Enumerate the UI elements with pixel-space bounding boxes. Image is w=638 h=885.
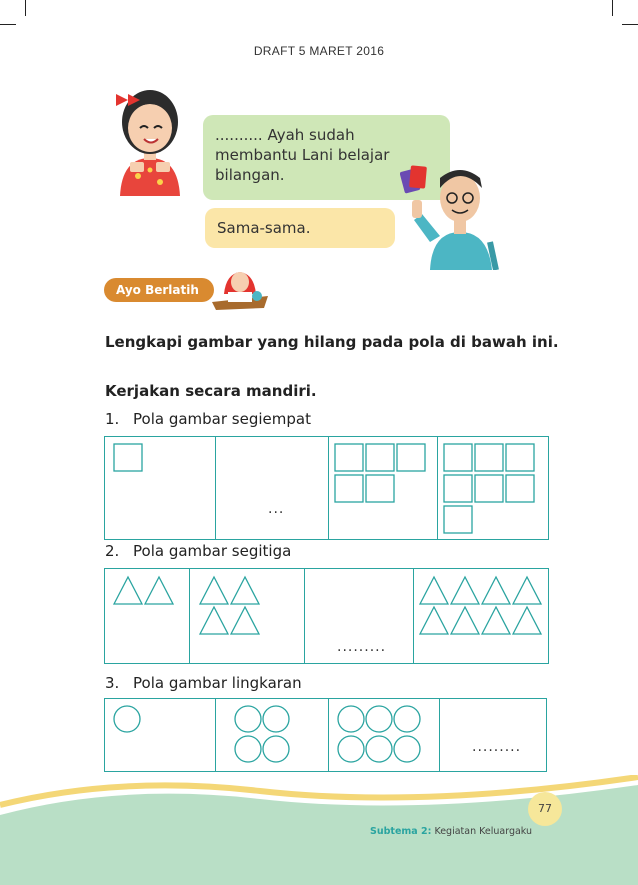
circle-shape bbox=[235, 706, 261, 732]
square-shape bbox=[506, 475, 534, 502]
pattern-cell bbox=[105, 569, 190, 663]
pattern-cell bbox=[216, 699, 329, 771]
triangle-shape bbox=[513, 607, 541, 634]
circle-group bbox=[105, 699, 215, 771]
square-group bbox=[438, 437, 548, 539]
blank-dots: ......... bbox=[337, 639, 387, 655]
circle-shape bbox=[263, 736, 289, 762]
pattern-cell bbox=[190, 569, 305, 663]
circle-shape bbox=[394, 736, 420, 762]
item-1-label bbox=[105, 410, 311, 428]
pattern-cell bbox=[438, 437, 548, 539]
square-group bbox=[329, 437, 437, 539]
circle-shape bbox=[338, 736, 364, 762]
bubble-text-father: Sama-sama. bbox=[217, 219, 311, 237]
square-shape bbox=[475, 475, 503, 502]
section-tag: Ayo Berlatih bbox=[104, 278, 214, 302]
circle-shape bbox=[235, 736, 261, 762]
pattern-cell-blank[interactable] bbox=[440, 699, 546, 771]
student-illustration bbox=[210, 260, 270, 310]
item-3-label bbox=[105, 674, 302, 692]
triangle-shape bbox=[114, 577, 142, 604]
pattern-cell bbox=[329, 699, 440, 771]
triangle-shape bbox=[482, 577, 510, 604]
square-shape bbox=[366, 475, 394, 502]
triangle-shape bbox=[200, 607, 228, 634]
triangle-shape bbox=[482, 607, 510, 634]
pattern-cell bbox=[105, 699, 216, 771]
triangle-shape bbox=[231, 607, 259, 634]
subtema-title: Kegiatan Keluargaku bbox=[434, 826, 533, 837]
pattern-table-triangles bbox=[104, 568, 549, 664]
draft-header: DRAFT 5 MARET 2016 bbox=[253, 44, 385, 58]
pattern-cell bbox=[105, 437, 216, 539]
triangle-shape bbox=[231, 577, 259, 604]
item-title: Pola gambar lingkaran bbox=[133, 674, 302, 692]
item-2-label bbox=[105, 542, 291, 560]
square-shape bbox=[506, 444, 534, 471]
square-group bbox=[105, 437, 215, 539]
pattern-cell bbox=[329, 437, 438, 539]
crop-mark bbox=[622, 24, 638, 25]
girl-illustration bbox=[100, 76, 200, 196]
instruction-text: Lengkapi gambar yang hilang pada pola di bawah ini. bbox=[105, 333, 559, 351]
square-shape bbox=[444, 475, 472, 502]
circle-group bbox=[329, 699, 439, 771]
triangle-shape bbox=[451, 577, 479, 604]
triangle-shape bbox=[451, 607, 479, 634]
speech-bubble-father bbox=[205, 208, 395, 248]
crop-mark bbox=[612, 0, 613, 16]
father-illustration bbox=[400, 140, 510, 270]
item-title: Pola gambar segiempat bbox=[133, 410, 311, 428]
crop-mark bbox=[0, 24, 16, 25]
square-shape bbox=[444, 444, 472, 471]
square-shape bbox=[475, 444, 503, 471]
blank-dots: ... bbox=[268, 501, 285, 517]
square-shape bbox=[335, 444, 363, 471]
triangle-group bbox=[105, 569, 189, 663]
pattern-table-squares bbox=[104, 436, 549, 540]
page-number: 77 bbox=[528, 792, 562, 826]
item-number: 3. bbox=[105, 674, 120, 692]
crop-mark bbox=[25, 0, 26, 16]
circle-shape bbox=[263, 706, 289, 732]
item-number: 2. bbox=[105, 542, 120, 560]
pattern-cell-blank[interactable] bbox=[305, 569, 414, 663]
square-shape bbox=[366, 444, 394, 471]
triangle-shape bbox=[420, 577, 448, 604]
bubble-text-girl: .......... Ayah sudah membantu Lani belajar bilangan. bbox=[215, 126, 390, 184]
square-shape bbox=[335, 475, 363, 502]
circle-group bbox=[216, 699, 328, 771]
triangle-shape bbox=[420, 607, 448, 634]
item-title: Pola gambar segitiga bbox=[133, 542, 292, 560]
pattern-cell-blank[interactable] bbox=[216, 437, 329, 539]
pattern-cell bbox=[414, 569, 548, 663]
triangle-shape bbox=[145, 577, 173, 604]
circle-shape bbox=[394, 706, 420, 732]
instruction-mode: Kerjakan secara mandiri. bbox=[105, 382, 317, 400]
circle-shape bbox=[338, 706, 364, 732]
triangle-group bbox=[190, 569, 304, 663]
item-number: 1. bbox=[105, 410, 120, 428]
subtema-label: Subtema 2: bbox=[370, 826, 432, 837]
blank-dots: ......... bbox=[472, 739, 522, 755]
subtema-text bbox=[370, 826, 532, 837]
square-shape bbox=[114, 444, 142, 471]
square-shape bbox=[444, 506, 472, 533]
triangle-shape bbox=[513, 577, 541, 604]
circle-shape bbox=[366, 736, 392, 762]
square-shape bbox=[397, 444, 425, 471]
circle-shape bbox=[366, 706, 392, 732]
triangle-shape bbox=[200, 577, 228, 604]
triangle-group bbox=[414, 569, 548, 663]
pattern-table-circles bbox=[104, 698, 547, 772]
circle-shape bbox=[114, 706, 140, 732]
